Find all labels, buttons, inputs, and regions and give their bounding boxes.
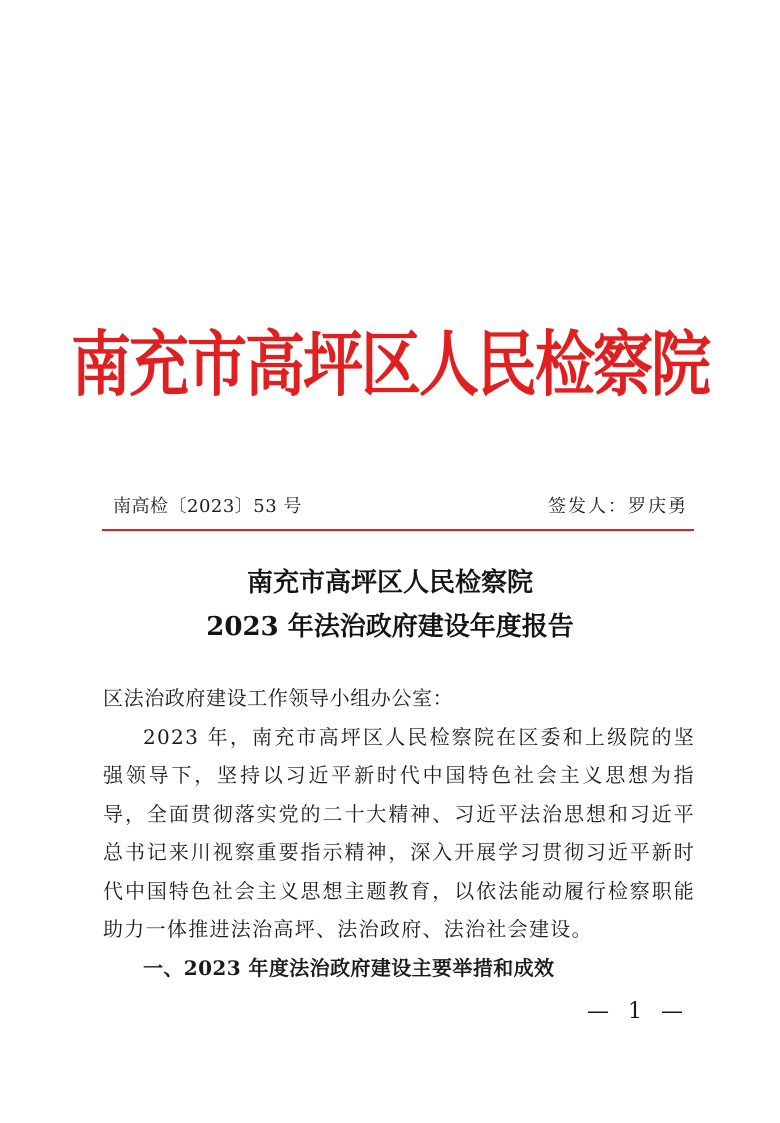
document-title	[0, 561, 780, 649]
section-heading: 一、2023 年度法治政府建设主要举措和成效	[143, 955, 555, 980]
page-number: — 1 —	[587, 999, 689, 1024]
red-separator-line	[102, 529, 694, 531]
body-paragraph: 2023 年，南充市高坪区人民检察院在区委和上级院的坚强领导下，坚持以习近平新时代中国特色社会主义思想为指导，全面贯彻落实党的二十大精神、习近平法治思想和习近平总书记来川视察重要指示精神，深入开展学习贯彻习近平新时代中国特色社会主义思想主题教育，以依法能动履行检察职能助力一体推进法治高坪、法治政府、法治社会建设。	[103, 724, 695, 941]
issuer-signature: 签发人：罗庆勇	[548, 496, 688, 517]
document-body	[103, 679, 695, 987]
masthead-title: 南充市高坪区人民检察院	[71, 323, 709, 407]
salutation: 区法治政府建设工作领导小组办公室：	[103, 686, 454, 710]
document-title-line-1: 南充市高坪区人民检察院	[246, 568, 533, 598]
document-number: 南高检〔2023〕53 号	[113, 496, 302, 517]
document-title-line-2: 2023 年法治政府建设年度报告	[206, 612, 574, 642]
